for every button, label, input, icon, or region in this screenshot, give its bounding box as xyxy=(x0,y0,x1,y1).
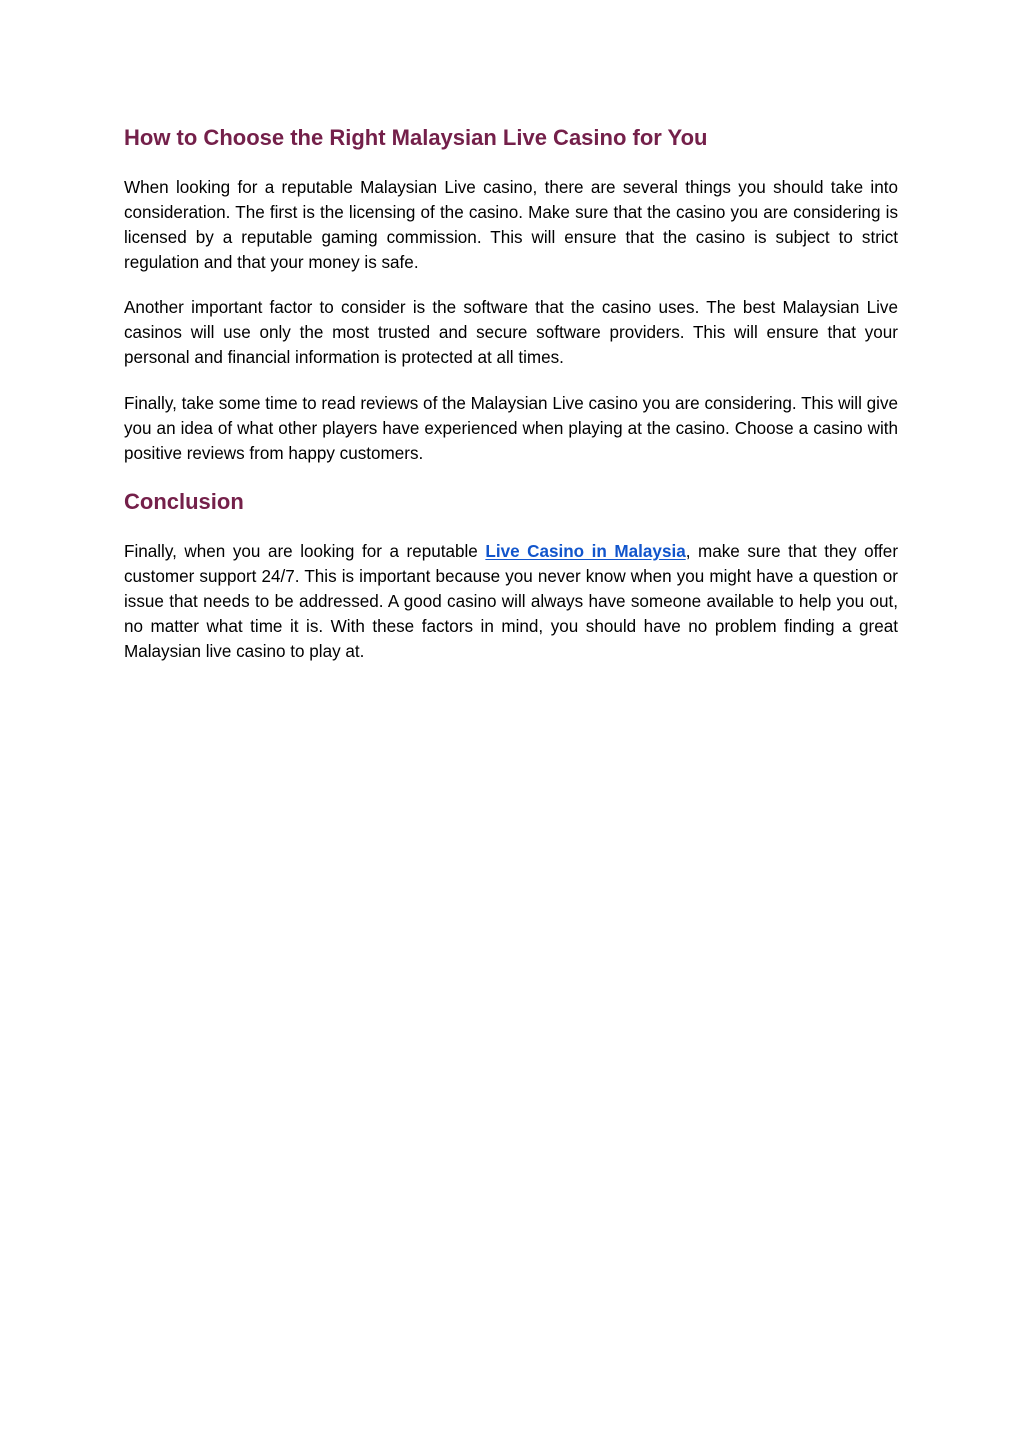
paragraph-software: Another important factor to consider is the software that the casino uses. The best Malaysian Live casinos will use only the most trusted and secure software providers. This will ensure that your personal and financial information is protected at all times. xyxy=(124,298,898,367)
paragraph-licensing: When looking for a reputable Malaysian Live casino, there are several things you should take into consideration. The first is the licensing of the casino. Make sure that the casino you are considering is licensed by a reputable gaming commission. This will ensure that the casino is subject to strict regulation and that your money is safe. xyxy=(124,178,898,272)
paragraph-conclusion xyxy=(124,539,898,664)
live-casino-malaysia-link[interactable]: Live Casino in Malaysia xyxy=(485,542,686,561)
conclusion-text-before-link: Finally, when you are looking for a reputable xyxy=(124,542,486,561)
section-heading-choose-casino: How to Choose the Right Malaysian Live Casino for You xyxy=(124,125,708,150)
conclusion-text-after-link: , make sure that they offer customer support 24/7. This is important because you never know when you might have a question or issue that needs to be addressed. A good casino will always have someone available to help you out, no matter what time it is. With these factors in mind, you should have no problem finding a great Malaysian live casino to play at. xyxy=(124,542,899,661)
section-heading-conclusion: Conclusion xyxy=(124,489,244,514)
paragraph-reviews: Finally, take some time to read reviews of the Malaysian Live casino you are considering. This will give you an idea of what other players have experienced when playing at the casino. Choose a casino with positive reviews from happy customers. xyxy=(124,394,898,463)
